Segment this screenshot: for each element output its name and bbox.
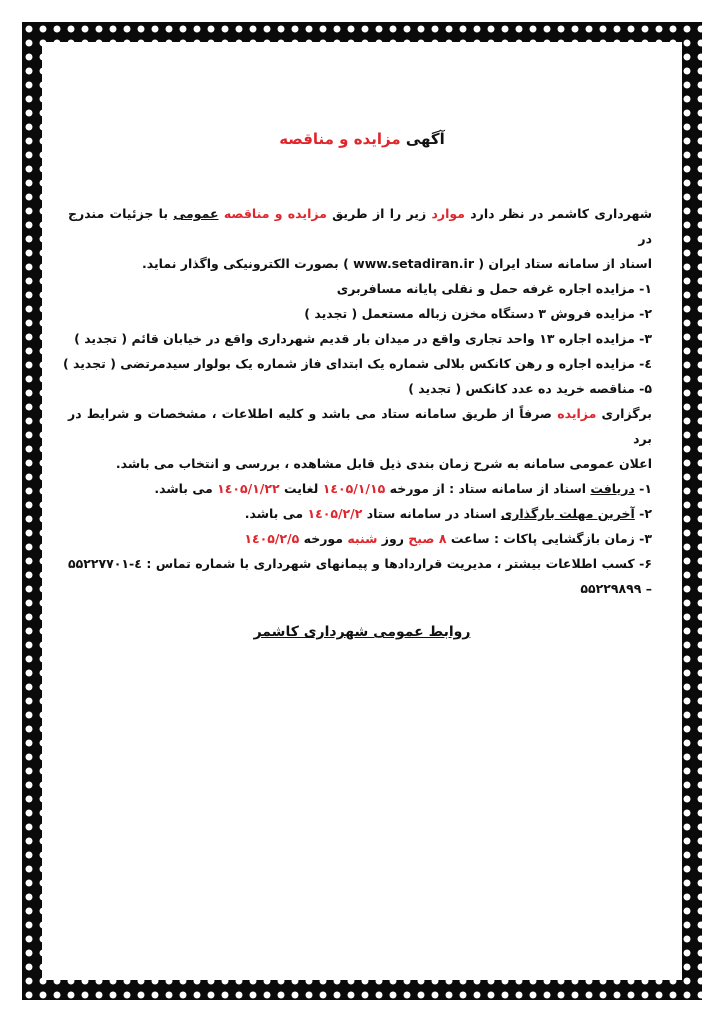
intro-line-2: اسناد از سامانه ستاد ایران ( www.setadiran.ir ) بصورت الکترونیکی واگذار نماید. [142,256,652,271]
schedule-text: ۱- [634,481,652,496]
contact-line: ۶- کسب اطلاعات بیشتر ، مدیریت قراردادها و پیمانهای شهرداری با شماره تماس : ٤-۵۵۲۲۷۷۰۱ [68,556,652,571]
intro-text: زیر را از طریق [326,206,432,221]
list-item: ۲- مزایده فروش ۳ دستگاه مخزن زباله مستعمل ( تجدید ) [304,306,652,321]
schedule-text: می باشد. [154,481,218,496]
conditions-text: صرفاً از طریق سامانه ستاد می باشد و کلیه اطلاعات ، مشخصات و شرایط در برد [68,406,652,446]
schedule-date-opening: ۱٤۰۵/۲/۵ [244,531,300,546]
list-item: ۵- مناقصه خرید ده عدد کانکس ( تجدید ) [408,381,652,396]
schedule-underlined: دریافت [590,481,635,496]
schedule-text: اسناد از سامانه ستاد : از مورخه [385,481,591,496]
schedule-upload-deadline [68,501,652,526]
schedule-date-deadline: ۱٤۰۵/۲/۲ [307,506,363,521]
conditions-line-2: اعلان عمومی سامانه به شرح زمان بندی ذیل قابل مشاهده ، بررسی و انتخاب می باشد. [115,456,652,471]
intro-highlight-method: مزایده و مناقصه [223,206,327,221]
list-item: ٤- مزایده اجاره و رهن کانکس بلالی شماره یک ابتدای فاز شماره یک بولوار سیدمرتضی ( تجدید ) [62,356,652,371]
intro-text: شهرداری کاشمر در نظر دارد [464,206,653,221]
conditions-text: برگزاری [596,406,652,421]
schedule-text: لغایت [279,481,323,496]
schedule-text: ۳- زمان بازگشایی پاکات : ساعت [446,531,652,546]
schedule-day: شنبه [347,531,378,546]
intro-text: با جزئیات مندرج در [68,206,652,246]
contact-line-continued: – ۵۵۲۲۹۸۹۹ [580,581,652,596]
schedule-underlined: آخرین مهلت بارگذاری [500,506,635,521]
schedule-text: روز [377,531,409,546]
signature: روابط عمومی شهرداری کاشمر [253,624,471,640]
title-highlight: مزایده و مناقصه [279,130,401,148]
schedule-date-start: ۱٤۰۵/۱/۱۵ [322,481,386,496]
conditions-line-1 [68,401,652,451]
list-item: ۱- مزایده اجاره غرفه حمل و نقلی پایانه مسافربری [336,281,652,296]
document-title [42,130,682,148]
schedule-text: ۲- [634,506,652,521]
list-item: ۳- مزایده اجاره ۱۳ واحد تجاری واقع در میدان بار قدیم شهرداری واقع در خیابان قائم ( تجدید ) [74,331,652,346]
schedule-text: مورخه [299,531,348,546]
schedule-receive [68,476,652,501]
schedule-text: اسناد در سامانه ستاد [362,506,501,521]
intro-line-1 [68,201,652,251]
schedule-text: می باشد. [244,506,308,521]
schedule-date-end: ۱٤۰۵/۱/۲۲ [217,481,280,496]
announcement-body [62,201,653,601]
intro-underlined-public: عمومی [173,206,219,221]
schedule-opening [68,526,652,551]
schedule-time: ۸ صبح [408,531,447,546]
intro-highlight-items: موارد [431,206,465,221]
conditions-highlight: مزایده [557,406,597,421]
title-prefix: آگهی [405,130,445,148]
